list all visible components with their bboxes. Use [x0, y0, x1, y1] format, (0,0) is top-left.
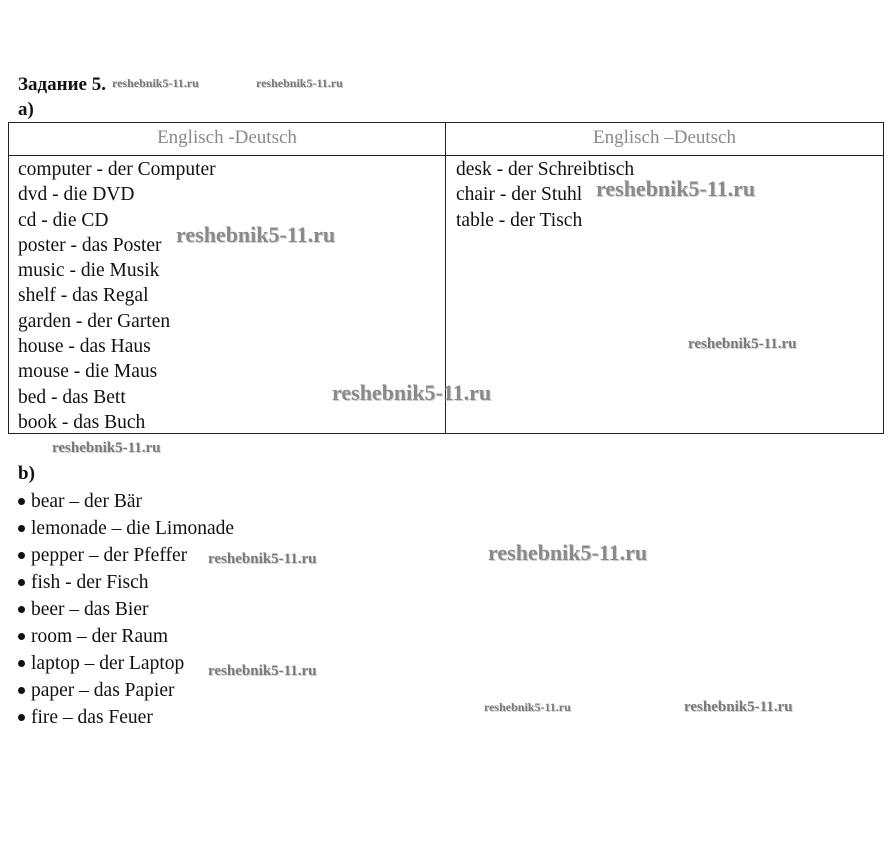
watermark: reshebnik5-11.ru — [112, 76, 199, 90]
watermark: reshebnik5-11.ru — [176, 222, 336, 247]
bullet-icon — [18, 687, 25, 694]
bullet-icon — [18, 714, 25, 721]
part-b-label: b) — [18, 463, 35, 484]
list-item-text: pepper – der Pfeffer — [31, 545, 188, 566]
watermark: reshebnik5-11.ru — [484, 700, 571, 714]
watermark: reshebnik5-11.ru — [52, 440, 161, 456]
part-a-label: a) — [18, 99, 34, 120]
bullet-icon — [18, 579, 25, 586]
list-item: poster - das Poster — [18, 234, 162, 256]
bullet-icon — [18, 660, 25, 667]
list-item: table - der Tisch — [456, 209, 583, 231]
bullet-icon — [18, 633, 25, 640]
list-item — [16, 569, 234, 596]
bullet-icon — [18, 498, 25, 505]
watermark: reshebnik5-11.ru — [488, 540, 648, 565]
table-column-right — [446, 123, 883, 433]
list-item-text: bear – der Bär — [31, 491, 142, 512]
list-item-text: fish - der Fisch — [31, 572, 149, 593]
list-item-text: lemonade – die Limonade — [31, 518, 235, 539]
list-item: shelf - das Regal — [18, 285, 149, 307]
list-item — [16, 677, 234, 704]
list-item: garden - der Garten — [18, 310, 171, 332]
watermark: reshebnik5-11.ru — [256, 76, 343, 90]
list-item: chair - der Stuhl — [456, 184, 583, 206]
list-item — [16, 488, 234, 515]
list-item: bed - das Bett — [18, 386, 126, 408]
list-item: music - die Musik — [18, 260, 160, 282]
task-title: Задание 5. — [18, 74, 106, 95]
bullet-icon — [18, 525, 25, 532]
list-item — [16, 596, 234, 623]
watermark: reshebnik5-11.ru — [688, 336, 797, 352]
list-item: cd - die CD — [18, 209, 109, 231]
list-item-text: beer – das Bier — [31, 599, 149, 620]
list-item-text: room – der Raum — [31, 626, 169, 647]
watermark: reshebnik5-11.ru — [208, 551, 317, 567]
list-item — [16, 515, 234, 542]
bullet-icon — [18, 606, 25, 613]
watermark: reshebnik5-11.ru — [684, 699, 793, 715]
watermark: reshebnik5-11.ru — [208, 663, 317, 679]
list-item: desk - der Schreibtisch — [456, 159, 635, 180]
list-item — [16, 650, 234, 677]
column-header-left: Englisch -Deutsch — [9, 123, 445, 156]
list-item: book - das Buch — [18, 411, 146, 433]
list-item: computer - der Computer — [18, 159, 216, 180]
list-item: mouse - die Maus — [18, 361, 158, 383]
list-item: dvd - die DVD — [18, 184, 135, 206]
list-item: house - das Haus — [18, 336, 151, 358]
column-header-right: Englisch –Deutsch — [446, 123, 883, 156]
list-item-text: paper – das Papier — [31, 680, 175, 701]
bullet-icon — [18, 552, 25, 559]
list-item-text: laptop – der Laptop — [31, 653, 185, 674]
list-item — [16, 704, 234, 731]
watermark: reshebnik5-11.ru — [596, 176, 756, 201]
list-item — [16, 542, 234, 569]
part-b-list — [16, 488, 234, 731]
list-item-text: fire – das Feuer — [31, 707, 153, 728]
list-item — [16, 623, 234, 650]
watermark: reshebnik5-11.ru — [332, 380, 492, 405]
